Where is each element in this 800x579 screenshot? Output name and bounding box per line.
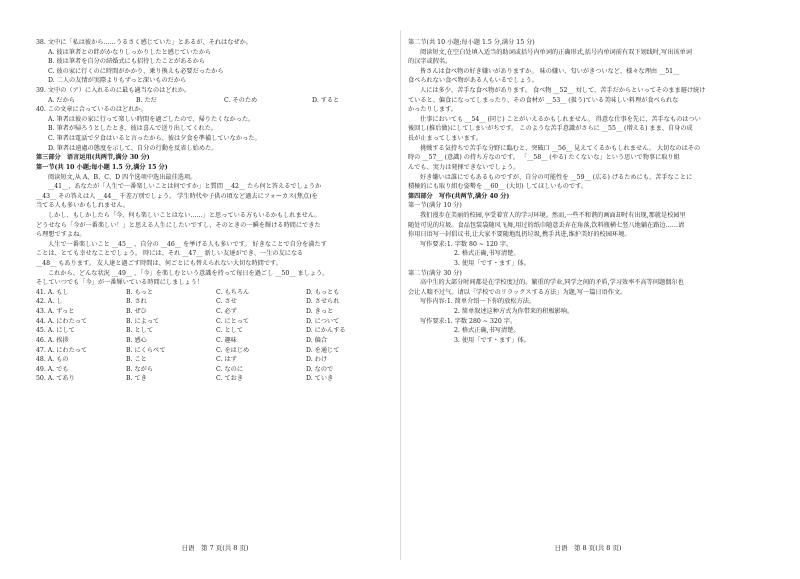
passage-line: ら理想ですよね。 <box>36 231 86 239</box>
page-divider <box>400 30 401 560</box>
page-footer: 日语 第 8 页(共 8 页) <box>554 544 622 552</box>
passage-line: 食べられない食べ物がある人もいるでしょう。 <box>408 77 538 85</box>
answer-choice: 44. A. にわたって <box>36 317 88 325</box>
q38-stem: 38. 文中に「私は彼から……うるさく感じていた」とあるが、それはなぜか。 <box>36 39 252 46</box>
answer-choice: C. ておき <box>216 375 244 383</box>
answer-row <box>36 317 394 327</box>
passage-line: しかし、もしかしたら「今、何も楽しいことはない……」と思っている方もいるかもしれません。 <box>48 211 321 219</box>
writing-requirement: 写作要求:1. 字数 280 ~ 320 字。 <box>420 317 517 325</box>
q40-option-d: D. 筆者は遠慮の態度を示して、自分の行動を反省し始めた。 <box>48 144 218 152</box>
answer-choice: D. を通じて <box>306 346 340 354</box>
answer-choice: C. もちろん <box>216 288 250 296</box>
answer-choice: 46. A. 挨拶 <box>36 336 69 344</box>
writing-requirement: 写作要求:1. 字数 80 ~ 120 字。 <box>420 240 513 248</box>
answer-row <box>36 307 394 317</box>
section-4-heading: 第四部分 写作(共两节,满分 40 分) <box>408 192 510 200</box>
passage-line: どうせなら「今が一番楽しい！」と思える人生にしたいですし、そのときの一瞬を輝ける時間にできた <box>36 221 321 229</box>
writing-requirement: 3. 使用「です・ます」体。 <box>454 260 530 268</box>
answer-choice: D. について <box>306 317 340 325</box>
passage-line: 皆さんは食べ物の好き嫌いがありますか。 味の嫌い、匂いがきついなど、様々な理由 __51__ <box>420 67 680 75</box>
answer-choice: 50. A. てあり <box>36 375 75 383</box>
answer-choice: D. にかんする <box>306 327 346 335</box>
passage-line: __41__、あなたが「人生で一番楽しいことは何ですか」と質問 __42__ たら何と答えるでしょうか <box>48 183 322 191</box>
answer-choice: C. にとって <box>216 317 250 325</box>
answer-choice: B. もっと <box>126 288 154 296</box>
answer-choice: B. ながら <box>126 365 154 373</box>
writing-prompt: 高中生的大部分时间都是在学校度过的。繁重的学业,同学之间的矛盾,学习效率不高等问题偶尔也 <box>420 279 684 287</box>
answer-choice: C. 必ず <box>216 308 237 316</box>
answer-row <box>36 288 394 298</box>
part-2-instruction: 阅读短文,在空白处填入适当的助词或括号内单词的正确形式,括号内单词前有双下划线时,写出该单词 <box>420 48 692 56</box>
writing-requirement: 2. 格式正确,书写清楚。 <box>454 250 520 258</box>
answer-choice: B. ぜひ <box>126 308 147 316</box>
q39-option-d: D. すると <box>312 96 340 104</box>
q40-stem: 40. この文章に合っているのはどれか。 <box>36 106 147 114</box>
writing-content: 2. 简单叙述这种方式为你带来的积极影响。 <box>454 308 574 316</box>
answer-choice: D. きっと <box>306 308 334 316</box>
answer-row <box>36 297 394 307</box>
answer-choice: C. させ <box>216 298 237 306</box>
answer-row <box>36 374 394 384</box>
answer-choice: 43. A. ずっと <box>36 308 75 316</box>
answer-choice: C. はず <box>216 356 237 364</box>
writing-prompt: 随处可见的垃圾。食品包装袋随风飞舞,用过的纸巾随意丢弃在角落,饮料瓶横七竖八地躺在路边……请 <box>408 221 685 229</box>
part-2-instruction: 的汉字或假名。 <box>408 58 452 66</box>
writing-part-2-heading: 第二节(满分 30 分) <box>408 269 462 277</box>
answer-choice: 45. A. にして <box>36 327 75 335</box>
answer-choice: B. にくらべて <box>126 346 166 354</box>
passage-line: __43__ その答えは人 __44__ 千差万別でしょう。 学生時代や子供の頃など過去にフォーカス(焦点)を <box>36 192 318 200</box>
answer-choice: 42. A. し <box>36 298 63 306</box>
q40-option-b: B. 筆者が帰ろうとしたとき、彼は喜んで送り出してくれた。 <box>48 125 218 133</box>
answer-choice: 49. A. でも <box>36 365 69 373</box>
passage-line: 後回し(推后做)にしてしまいがちです。 このような苦手意識がさらに __55__ (増える) まま、自身の成 <box>408 125 693 133</box>
q39-option-c: C. そのため <box>224 96 258 104</box>
q39-stem: 39. 文中の（ア）に入れるのに最も適当なのはどれか。 <box>36 87 191 95</box>
answer-choice: B. され <box>126 298 147 306</box>
passage-line: 長が止まってしまいます。 <box>408 135 482 143</box>
q39-options <box>36 96 394 106</box>
passage-line: 当てる人も多いかもしれません。 <box>36 202 130 210</box>
passage-line: ていると、偏食になってしまったり、その食材が __53__ (扱う)ている美味しい料理が食べられな <box>408 96 679 104</box>
part-2-heading: 第二节(共 10 小题;每小题 1.5 分,满分 15 分) <box>408 39 535 46</box>
q39-option-b: B. ただ <box>136 96 157 104</box>
answer-choice: D. させられ <box>306 298 340 306</box>
passage-line: これから、どんな状況 __49__ 、「今」を楽しむという意識を持って毎日を過ごし __50__ ましょう。 <box>48 269 329 277</box>
answer-choice: B. 感心 <box>126 336 147 344</box>
passage-line: ことは、とても幸せなことでしょう。 時には、それ __47__ 新しい友達ができ、一生の友になる <box>36 250 304 258</box>
passage-line: 仕事においても __54__ (同じ) ことがいえるかもしれません。 得意な仕事を先に、苦手なものはつい <box>420 115 701 123</box>
answer-choice: B. によって <box>126 317 160 325</box>
writing-requirement: 3. 使用「です・ます」体。 <box>454 336 530 344</box>
page-7 <box>36 0 394 579</box>
passage-line: んでも、実力は発揮できないでしょう。 <box>408 163 520 171</box>
q40-option-c: C. 筆者は電話で夕食はいると言ったから、彼は夕食を準備していなかった。 <box>48 135 261 143</box>
page-8 <box>408 0 768 579</box>
passage-line: 人生で一番楽しいこと __45__ 、自分の __46__ を挙げる人も多いです。 好きなことで自分を満たす <box>48 240 327 248</box>
answer-choice: B. てき <box>126 375 147 383</box>
q38-option-d: D. 二人の友情が実際よりもずっと深いものだから <box>48 77 187 85</box>
passage-line: そしていつでも「今」が一番輝いている時間にしましょう！ <box>36 279 204 287</box>
writing-prompt: 会让人喘不过气。请以「学校でのリラックスする方法」为题,写一篇日语作文。 <box>408 288 627 296</box>
q38-option-a: A. 彼は筆者との絆がかなりしっかりしたと感じていたから <box>48 48 212 56</box>
section-3-instruction: 阅读短文,从 A、B、C、D 四个选项中选出最佳选项。 <box>48 173 197 181</box>
passage-line: 積極的にも取り組む姿勢を __60__ (大切) してほしいものです。 <box>408 183 587 191</box>
section-3-part-1-heading: 第一节(共 10 小题;每小题 1.5 分,满分 15 分) <box>36 163 168 171</box>
answer-choice: B. として <box>126 327 154 335</box>
writing-prompt: 你用日语写一封倡议书,让大家不要随地乱扔垃圾,携手共进,维护美好的校园环境。 <box>408 231 631 239</box>
q38-option-b: B. 彼は筆者を自分の結婚式にも招待したことがあるから <box>48 58 205 66</box>
answer-choice: D. ていき <box>306 375 334 383</box>
passage-line: 人には多少、苦手な食べ物があります。 食べ物 __52__ 対して、苦手だからといってそのまま避け続け <box>420 87 706 95</box>
answer-row <box>36 346 394 356</box>
passage-line: __48__ もあります。 友人達と過ごす時間は、何ごとにも替えられない大切な時間です。 <box>36 260 282 268</box>
answer-choice: 41. A. もし <box>36 288 69 296</box>
passage-line: 時の __57__ (意識) の持ち方なのです。 「__58__ (やる) たくないな」という思いで物事に取り組 <box>408 154 680 162</box>
answer-choice: 47. A. にわたって <box>36 346 88 354</box>
answer-row <box>36 336 394 346</box>
passage-line: 挑戦する気持ちで苦手な分野に臨むと、突破口 __56__ 見えてくるかもしれません。 大切なのはその <box>420 144 701 152</box>
q40-option-a: A. 筆者は彼の家に行って楽しい時間を過ごしたので、帰りたくなかった。 <box>48 115 255 123</box>
answer-choice: D. もっとも <box>306 288 340 296</box>
answer-choice: D. なので <box>306 365 334 373</box>
passage-line: 好き嫌いは誰にでもあるものですが、自分の可能性を __59__ (広る) げるためにも、苦手なことに <box>420 173 693 181</box>
answer-choice: C. なのに <box>216 365 244 373</box>
writing-part-1-heading: 第一节(满分 10 分) <box>408 202 462 210</box>
passage-line: かったりします。 <box>408 106 458 114</box>
section-3-heading: 第三部分 语言运用(共两节,满分 30 分) <box>36 154 150 162</box>
writing-content: 写作内容:1. 简单介绍一下你的放松方法。 <box>420 298 536 306</box>
answer-row <box>36 326 394 336</box>
answer-row <box>36 365 394 375</box>
answer-choice: C. をはじめ <box>216 346 250 354</box>
answer-choice: D. わけ <box>306 356 328 364</box>
answer-choice: C. として <box>216 327 244 335</box>
writing-requirement: 2. 格式正确,书写清楚。 <box>454 327 520 335</box>
answer-row <box>36 355 394 365</box>
answer-choice: C. 趣味 <box>216 336 237 344</box>
q38-option-c: C. 彼の家に行くのに時間がかかり、乗り換えも必要だったから <box>48 67 224 75</box>
answer-choice: 48. A. もの <box>36 356 69 364</box>
writing-prompt: 我们漫步在美丽的校园,享受着宜人的学习环境。然而,一些不和谐的画面却时有出现,那就是校园里 <box>420 211 686 219</box>
answer-choice: D. 偏合 <box>306 336 328 344</box>
q39-option-a: A. だから <box>48 96 75 104</box>
page-footer: 日语 第 7 页(共 8 页) <box>181 544 249 552</box>
answer-choice: B. こと <box>126 356 147 364</box>
